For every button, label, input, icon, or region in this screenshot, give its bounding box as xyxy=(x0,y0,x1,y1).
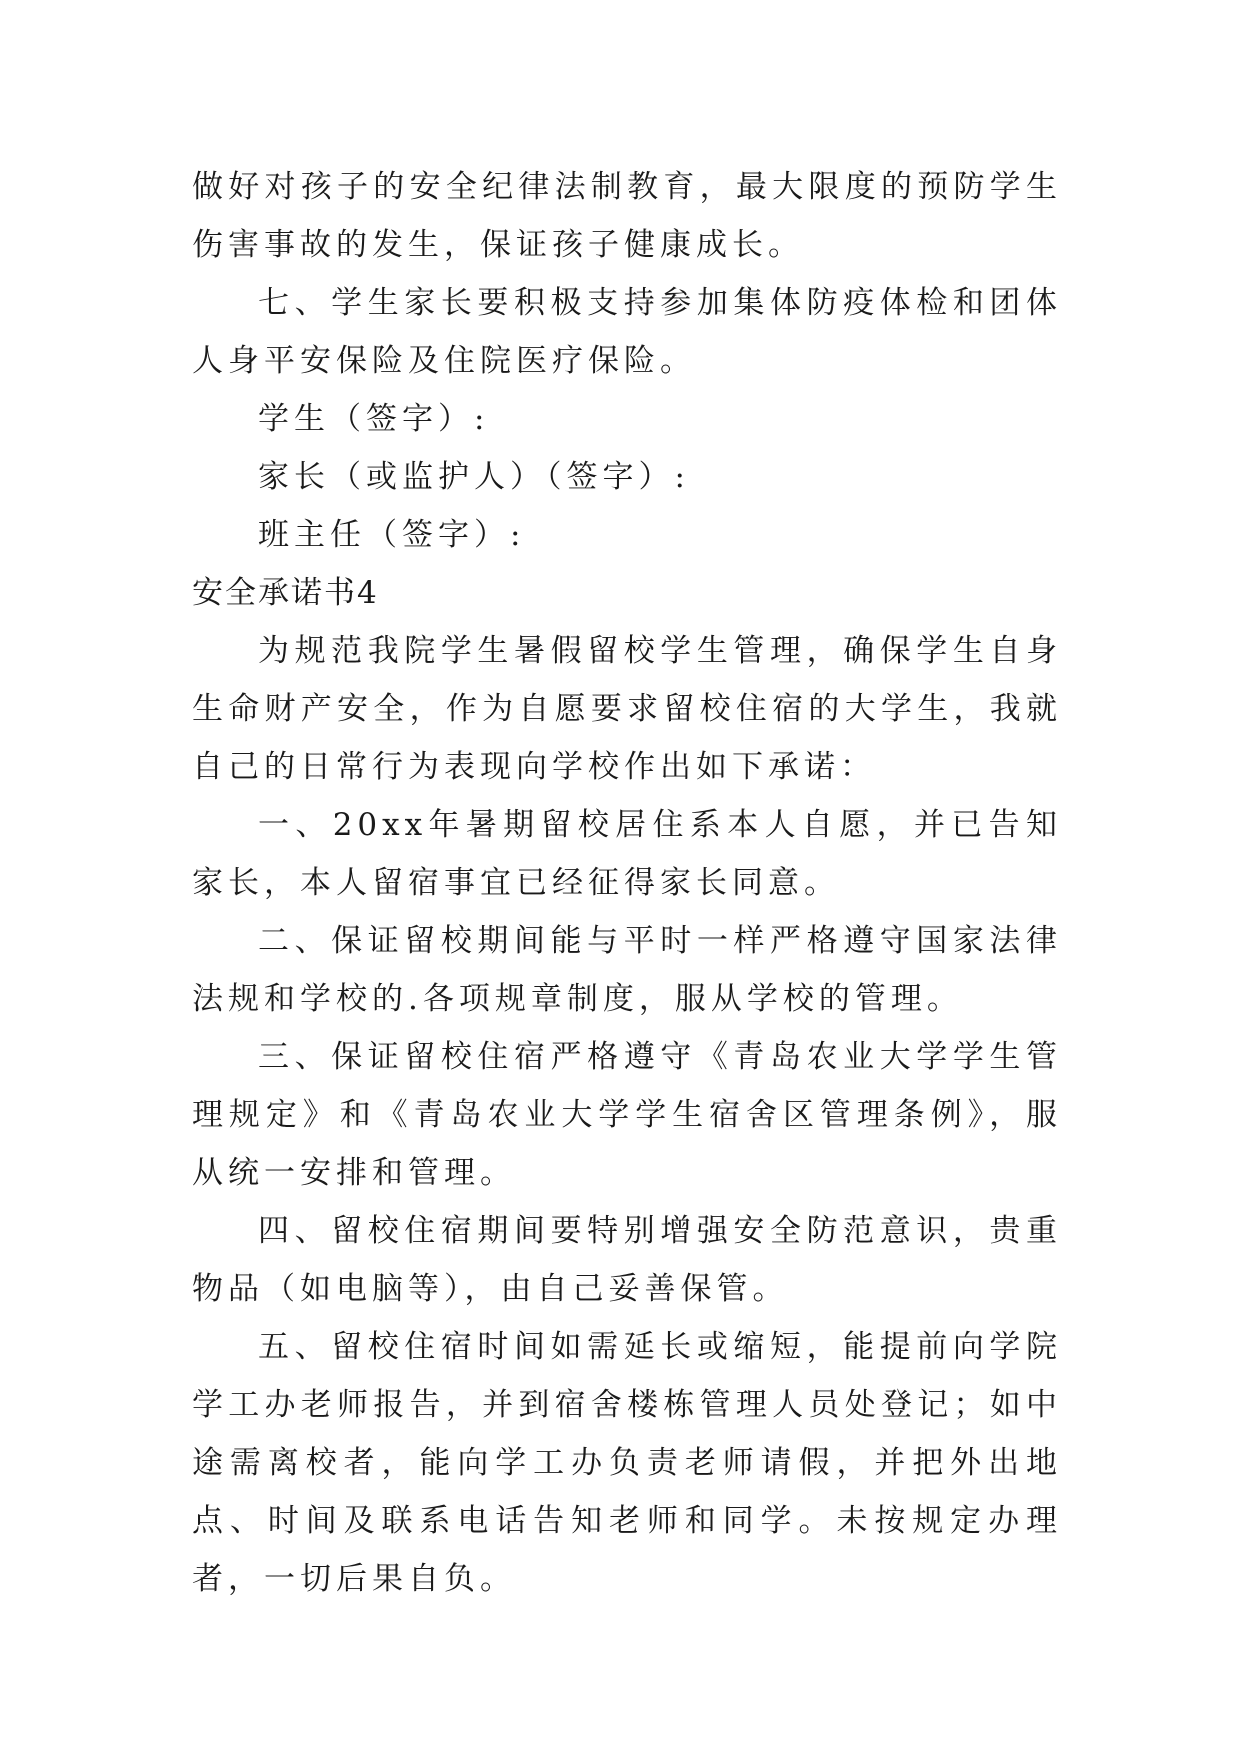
document-body xyxy=(192,158,1062,1608)
signature-parent: 家长（或监护人）（签字）: xyxy=(258,459,690,495)
paragraph-item-7: 七、学生家长要积极支持参加集体防疫体检和团体人身平安保险及住院医疗保险。 xyxy=(192,285,1062,379)
paragraph-item-4: 四、留校住宿期间要特别增强安全防范意识，贵重物品（如电脑等），由自己妥善保管。 xyxy=(192,1213,1062,1307)
paragraph-item-3: 三、保证留校住宿严格遵守《青岛农业大学学生管理规定》和《青岛农业大学学生宿舍区管理条例》，服从统一安排和管理。 xyxy=(192,1039,1062,1191)
signature-head-teacher: 班主任（签字）: xyxy=(258,517,526,553)
paragraph-item-1: 一、20xx年暑期留校居住系本人自愿，并已告知家长，本人留宿事宜已经征得家长同意。 xyxy=(192,807,1062,901)
section-heading: 安全承诺书4 xyxy=(192,575,379,611)
paragraph-item-5: 五、留校住宿时间如需延长或缩短，能提前向学院学工办老师报告，并到宿舍楼栋管理人员处登记；如中途需离校者，能向学工办负责老师请假，并把外出地点、时间及联系电话告知老师和同学。未按规定办理者，一切后果自负。 xyxy=(192,1329,1062,1597)
paragraph-continuation: 做好对孩子的安全纪律法制教育，最大限度的预防学生伤害事故的发生，保证孩子健康成长。 xyxy=(192,169,1062,263)
paragraph-item-2: 二、保证留校期间能与平时一样严格遵守国家法律法规和学校的.各项规章制度，服从学校的管理。 xyxy=(192,923,1062,1017)
signature-student: 学生（签字）: xyxy=(258,401,490,437)
paragraph-intro: 为规范我院学生暑假留校学生管理，确保学生自身生命财产安全，作为自愿要求留校住宿的大学生，我就自己的日常行为表现向学校作出如下承诺： xyxy=(192,633,1062,785)
